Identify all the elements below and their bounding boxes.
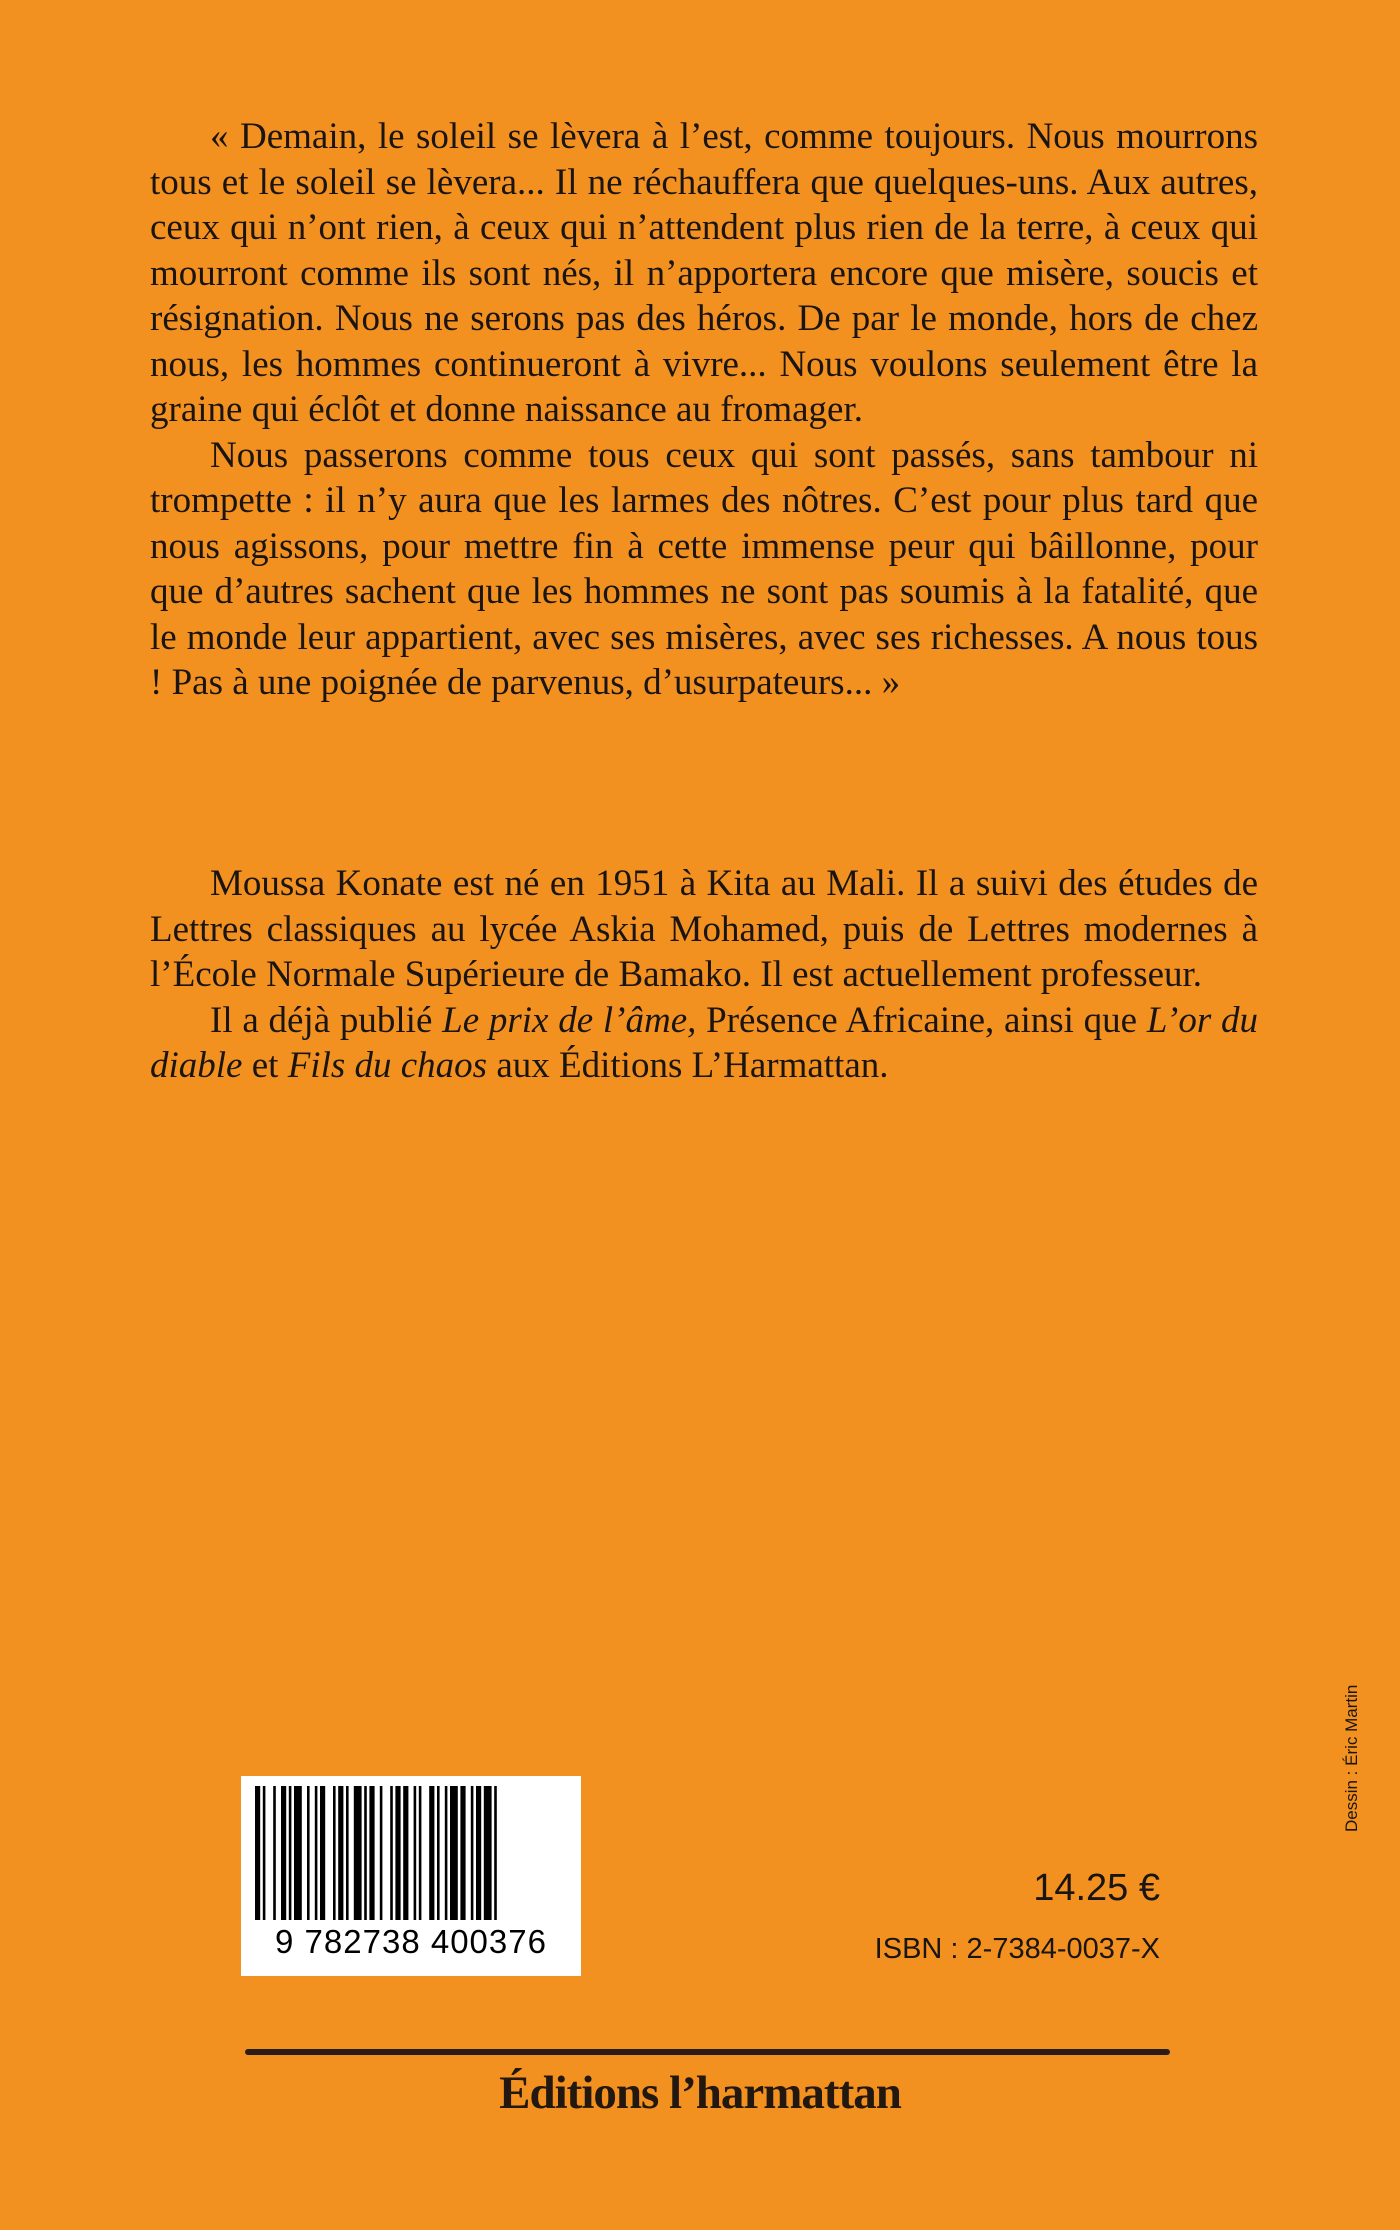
bio-p2-mid1: Présence Africaine, ainsi que xyxy=(706,999,1138,1041)
barcode-bar xyxy=(255,1786,260,1920)
barcode-bar xyxy=(437,1786,440,1920)
bio-p2-mid2: et xyxy=(251,1045,279,1086)
illustration-credit: Dessin : Éric Martin xyxy=(1342,1684,1361,1832)
bio-paragraph-2 xyxy=(150,998,1258,1089)
barcode-bar xyxy=(380,1786,383,1920)
barcode-bars xyxy=(255,1786,567,1920)
bio-p2-intro: Il a déjà publié xyxy=(210,999,433,1041)
barcode-bar xyxy=(338,1786,343,1920)
barcode-bar xyxy=(450,1786,458,1920)
barcode-bar xyxy=(263,1786,266,1920)
barcode-bar xyxy=(294,1786,302,1920)
barcode-bar xyxy=(419,1786,422,1920)
bio-p2-end: aux Éditions L’Harmattan. xyxy=(496,1045,889,1086)
barcode-bar xyxy=(403,1786,408,1920)
barcode-bar xyxy=(364,1786,367,1920)
quote-paragraph-1: « Demain, le soleil se lèvera à l’est, comme toujours. Nous mourrons tous et le soleil se lèvera... Il ne réchauffera que quelques-uns. Aux autres, ceux qui n’ont rien, à ceux qui n’attendent plus rien de la terre, à ceux qui mourront comme ils sont nés, il n’apportera encore que misère, soucis et résignation. Nous ne serons pas des héros. De par le monde, hors de chez nous, les hommes continueront à vivre... Nous voulons seulement être la graine qui éclôt et donne naissance au fromager. xyxy=(150,116,1258,430)
author-biography xyxy=(150,861,1258,1089)
barcode-bar xyxy=(414,1786,417,1920)
barcode-bar xyxy=(307,1786,310,1920)
back-cover-quote xyxy=(150,114,1258,706)
barcode-bar xyxy=(429,1786,434,1920)
barcode xyxy=(241,1776,581,1976)
barcode-bar xyxy=(281,1786,286,1920)
barcode-bar xyxy=(471,1786,474,1920)
barcode-bar xyxy=(346,1786,349,1920)
bio-paragraph-1: Moussa Konate est né en 1951 à Kita au Mali. Il a suivi des études de Lettres classiques au lycée Askia Mohamed, puis de Lettres modernes à l’École Normale Supérieure de Bamako. Il est actuellement professeur. xyxy=(150,863,1258,995)
book-title-or-du-diable: L’or du diable xyxy=(150,999,1258,1086)
barcode-bar xyxy=(390,1786,393,1920)
isbn: ISBN : 2-7384-0037-X xyxy=(874,1933,1160,1965)
barcode-digits: 9 782738 400376 xyxy=(275,1923,547,1960)
barcode-bar xyxy=(494,1786,497,1920)
barcode-bar xyxy=(484,1786,492,1920)
barcode-bar xyxy=(476,1786,481,1920)
barcode-bar xyxy=(445,1786,448,1920)
price: 14.25 € xyxy=(1033,1867,1160,1909)
quote-paragraph-2: Nous passerons comme tous ceux qui sont passés, sans tambour ni trompette : il n’y aura que les larmes des nôtres. C’est pour plus tard que nous agissons, pour mettre fin à cette immense peur qui bâillonne, pour que d’autres sachent que les hommes ne sont pas soumis à la fatalité, que le monde leur appartient, avec ses misères, avec ses richesses. A nous tous ! Pas à une poignée de parvenus, d’usurpateurs... » xyxy=(150,434,1258,703)
publisher-logo-text: Éditions l’harmattan xyxy=(499,2067,901,2119)
barcode-bar xyxy=(460,1786,465,1920)
barcode-bar xyxy=(369,1786,374,1920)
barcode-bar xyxy=(315,1786,318,1920)
barcode-bar xyxy=(320,1786,325,1920)
barcode-bar xyxy=(333,1786,336,1920)
divider-rule xyxy=(245,2049,1170,2055)
book-title-fils-du-chaos: Fils du chaos xyxy=(287,1045,488,1086)
barcode-bar xyxy=(273,1786,276,1920)
barcode-bar xyxy=(354,1786,362,1920)
barcode-bar xyxy=(395,1786,400,1920)
book-title-prix-de-lame: Le prix de l’âme, xyxy=(442,999,697,1041)
barcode-bar xyxy=(289,1786,292,1920)
